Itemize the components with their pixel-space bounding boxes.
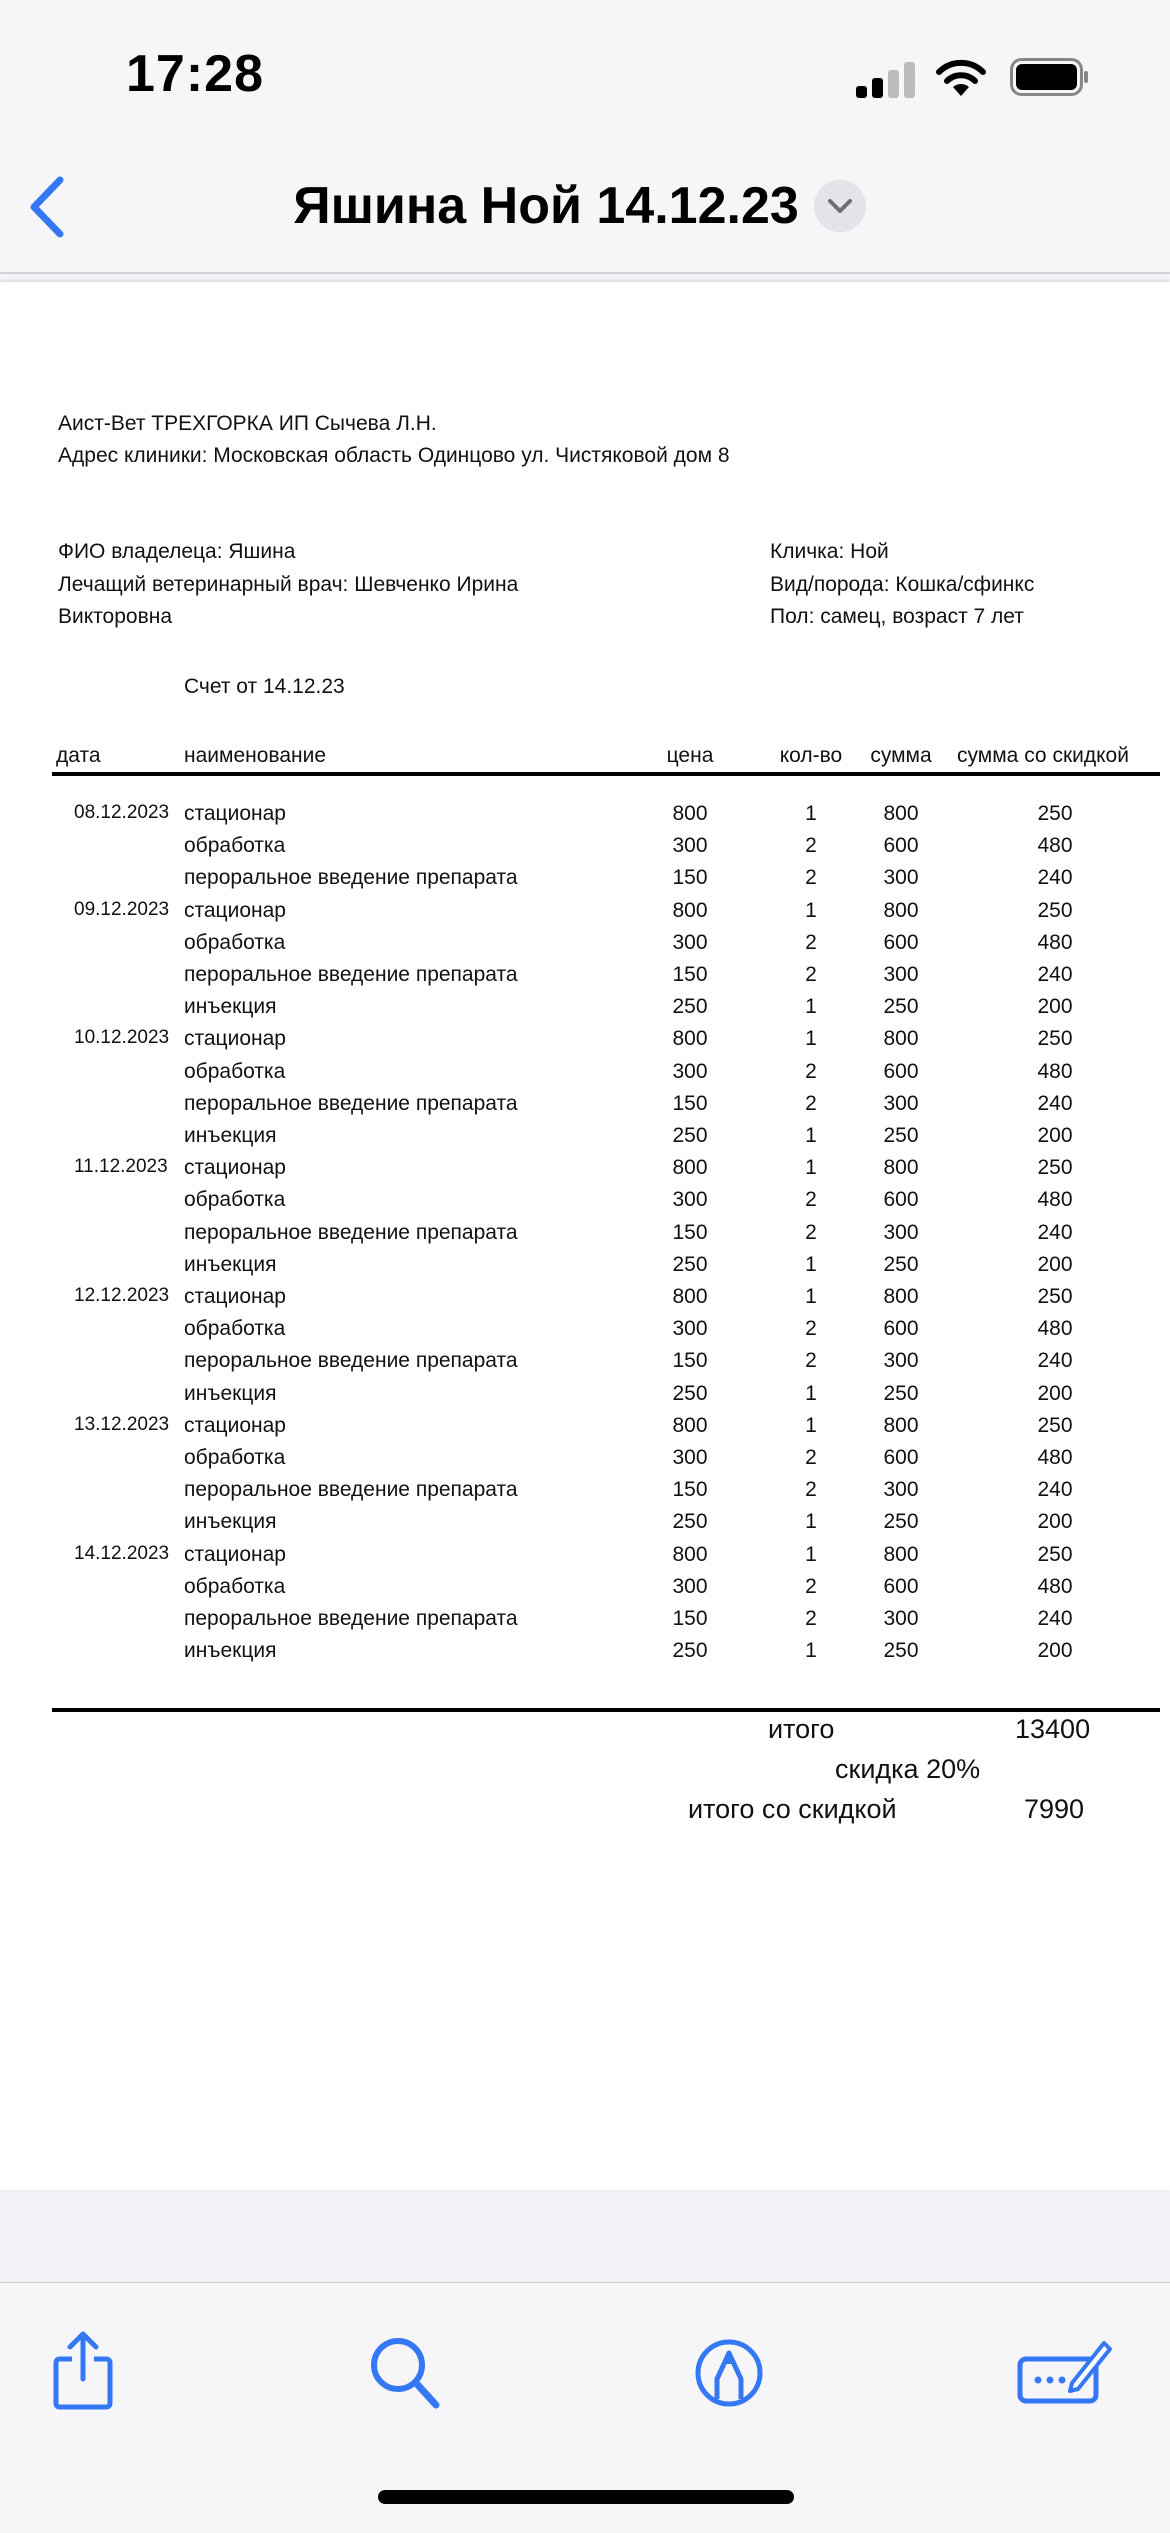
- row-price: 300: [672, 1317, 708, 1341]
- row-name: стационар: [184, 1027, 286, 1051]
- header-divider: [52, 772, 1160, 776]
- search-icon: [362, 2327, 448, 2413]
- row-qty: 2: [805, 1059, 817, 1083]
- table-row: [0, 1349, 1170, 1381]
- row-qty: 1: [805, 1639, 817, 1663]
- row-sum: 300: [883, 1478, 919, 1502]
- row-sum: 600: [883, 1317, 919, 1341]
- row-price: 150: [672, 1349, 708, 1373]
- row-price: 800: [672, 1285, 708, 1308]
- row-price: 800: [672, 1027, 708, 1051]
- row-qty: 2: [805, 1607, 817, 1630]
- discount-label: скидка 20%: [835, 1754, 981, 1784]
- share-button[interactable]: [40, 2327, 126, 2413]
- signature-button[interactable]: [1014, 2327, 1114, 2413]
- clinic-address: Адрес клиники: Московская область Одинцово ул. Чистяковой дом 8: [58, 444, 730, 467]
- row-price: 800: [672, 1156, 708, 1180]
- doctor-line-2: Викторовна: [58, 605, 173, 628]
- row-price: 150: [672, 963, 708, 986]
- row-sum: 600: [883, 1059, 919, 1083]
- row-price: 250: [672, 1124, 708, 1147]
- row-name: пероральное введение препарата: [184, 1478, 518, 1502]
- row-qty: 2: [805, 1478, 817, 1502]
- row-discounted: 250: [1037, 1413, 1073, 1437]
- row-sum: 250: [883, 1510, 919, 1534]
- row-qty: 2: [805, 1446, 817, 1469]
- header-date: дата: [56, 744, 101, 767]
- row-sum: 800: [883, 1156, 919, 1180]
- row-name: обработка: [184, 1446, 286, 1469]
- row-price: 300: [672, 834, 708, 858]
- header-price: цена: [666, 744, 714, 767]
- row-discounted: 240: [1037, 963, 1073, 986]
- row-discounted: 200: [1037, 1381, 1073, 1405]
- status-time: 17:28: [126, 45, 264, 103]
- row-sum: 300: [883, 1220, 919, 1244]
- row-price: 250: [672, 995, 708, 1019]
- table-row: [0, 1510, 1170, 1542]
- table-row: [0, 1575, 1170, 1607]
- footer-divider: [52, 1708, 1160, 1712]
- row-name: обработка: [184, 1574, 286, 1598]
- row-qty: 2: [805, 1317, 817, 1341]
- pet-name: Кличка: Ной: [770, 540, 889, 563]
- status-bar: [0, 0, 1170, 150]
- row-name: обработка: [184, 1188, 286, 1212]
- table-row: [0, 1124, 1170, 1156]
- home-indicator[interactable]: [378, 2490, 794, 2504]
- row-qty: 2: [805, 930, 817, 954]
- row-price: 250: [672, 1252, 708, 1276]
- row-discounted: 480: [1037, 834, 1073, 858]
- row-name: инъекция: [184, 1510, 277, 1534]
- row-discounted: 250: [1037, 1156, 1073, 1180]
- owner-name: ФИО владелеца: Яшина: [58, 540, 296, 563]
- pet-breed: Вид/порода: Кошка/сфинкс: [770, 573, 1035, 596]
- total-label: итого: [768, 1714, 835, 1744]
- row-sum: 800: [883, 1285, 919, 1308]
- row-qty: 1: [805, 995, 817, 1019]
- row-discounted: 250: [1037, 1285, 1073, 1308]
- header-sum: сумма: [870, 744, 932, 767]
- row-qty: 1: [805, 1285, 817, 1308]
- table-row: [0, 834, 1170, 866]
- row-name: пероральное введение препарата: [184, 1091, 518, 1115]
- row-name: пероральное введение препарата: [184, 1607, 518, 1630]
- row-discounted: 480: [1037, 930, 1073, 954]
- chevron-down-icon: [827, 197, 853, 215]
- row-name: обработка: [184, 1059, 286, 1083]
- row-name: пероральное введение препарата: [184, 1220, 518, 1244]
- row-name: обработка: [184, 1317, 286, 1341]
- row-discounted: 480: [1037, 1446, 1073, 1469]
- table-row: [0, 899, 1170, 931]
- row-price: 800: [672, 802, 708, 825]
- row-discounted: 200: [1037, 1510, 1073, 1534]
- table-row: [0, 995, 1170, 1027]
- table-row: [0, 1382, 1170, 1414]
- discounted-total-label: итого со скидкой: [688, 1794, 897, 1824]
- row-price: 150: [672, 866, 708, 890]
- row-price: 150: [672, 1607, 708, 1630]
- row-qty: 2: [805, 963, 817, 986]
- discounted-total-value: 7990: [1024, 1794, 1085, 1824]
- row-discounted: 240: [1037, 1607, 1073, 1630]
- row-price: 250: [672, 1510, 708, 1534]
- row-price: 300: [672, 1446, 708, 1469]
- title-menu-button[interactable]: [814, 180, 866, 232]
- row-qty: 2: [805, 1220, 817, 1244]
- row-qty: 1: [805, 1027, 817, 1051]
- row-sum: 250: [883, 995, 919, 1019]
- pet-sex-age: Пол: самец, возраст 7 лет: [770, 605, 1024, 628]
- row-sum: 250: [883, 1124, 919, 1147]
- clinic-name: Аист-Вет ТРЕХГОРКА ИП Сычева Л.Н.: [58, 412, 437, 435]
- row-qty: 2: [805, 1349, 817, 1373]
- row-name: пероральное введение препарата: [184, 963, 518, 986]
- row-qty: 1: [805, 1542, 817, 1566]
- row-qty: 1: [805, 1156, 817, 1180]
- row-date: 08.12.2023: [74, 802, 170, 823]
- row-name: стационар: [184, 802, 286, 825]
- table-row: [0, 931, 1170, 963]
- row-price: 250: [672, 1381, 708, 1405]
- row-date: 13.12.2023: [74, 1413, 170, 1435]
- table-row: [0, 1543, 1170, 1575]
- row-qty: 1: [805, 1510, 817, 1534]
- row-sum: 300: [883, 963, 919, 986]
- table-row: [0, 1446, 1170, 1478]
- table-row: [0, 802, 1170, 834]
- row-date: 10.12.2023: [74, 1027, 170, 1049]
- row-qty: 1: [805, 898, 817, 922]
- row-name: стационар: [184, 1413, 286, 1437]
- row-price: 800: [672, 898, 708, 922]
- row-name: инъекция: [184, 995, 277, 1019]
- row-sum: 600: [883, 1574, 919, 1598]
- row-qty: 1: [805, 1124, 817, 1147]
- row-sum: 250: [883, 1639, 919, 1663]
- row-price: 300: [672, 930, 708, 954]
- row-qty: 1: [805, 1381, 817, 1405]
- row-discounted: 240: [1037, 1091, 1073, 1115]
- total-value: 13400: [1015, 1714, 1091, 1744]
- table-row: [0, 1253, 1170, 1285]
- search-button[interactable]: [362, 2327, 448, 2413]
- row-price: 250: [672, 1639, 708, 1663]
- markup-button[interactable]: [686, 2327, 772, 2413]
- table-row: [0, 1188, 1170, 1220]
- row-name: инъекция: [184, 1124, 277, 1147]
- row-name: инъекция: [184, 1252, 277, 1276]
- header-qty: кол-во: [779, 744, 843, 767]
- row-qty: 1: [805, 1413, 817, 1437]
- markup-icon: [686, 2327, 772, 2413]
- row-discounted: 240: [1037, 866, 1073, 890]
- row-date: 14.12.2023: [74, 1542, 170, 1564]
- document-title[interactable]: Яшина Ной 14.12.23: [293, 177, 799, 235]
- row-name: инъекция: [184, 1381, 277, 1405]
- invoice-document: [0, 282, 1170, 2190]
- row-sum: 250: [883, 1381, 919, 1405]
- row-sum: 300: [883, 1091, 919, 1115]
- table-row: [0, 1060, 1170, 1092]
- row-price: 150: [672, 1091, 708, 1115]
- row-sum: 600: [883, 1188, 919, 1212]
- row-discounted: 240: [1037, 1349, 1073, 1373]
- row-name: пероральное введение препарата: [184, 1349, 518, 1373]
- row-price: 300: [672, 1188, 708, 1212]
- row-sum: 600: [883, 930, 919, 954]
- row-name: обработка: [184, 834, 286, 858]
- signature-icon: [1014, 2327, 1114, 2413]
- doctor-line-1: Лечащий ветеринарный врач: Шевченко Ирина: [58, 573, 519, 596]
- cellular-signal-icon: [856, 58, 916, 98]
- row-sum: 600: [883, 1446, 919, 1469]
- row-price: 150: [672, 1478, 708, 1502]
- table-row: [0, 1607, 1170, 1639]
- row-name: стационар: [184, 1542, 286, 1566]
- row-price: 150: [672, 1220, 708, 1244]
- row-discounted: 200: [1037, 995, 1073, 1019]
- row-discounted: 250: [1037, 802, 1073, 825]
- row-date: 12.12.2023: [74, 1285, 170, 1306]
- row-qty: 2: [805, 1091, 817, 1115]
- row-price: 300: [672, 1059, 708, 1083]
- row-discounted: 480: [1037, 1574, 1073, 1598]
- row-sum: 300: [883, 1607, 919, 1630]
- row-discounted: 480: [1037, 1059, 1073, 1083]
- table-row: [0, 1156, 1170, 1188]
- row-discounted: 250: [1037, 1542, 1073, 1566]
- row-qty: 2: [805, 1574, 817, 1598]
- row-sum: 250: [883, 1252, 919, 1276]
- table-row: [0, 1317, 1170, 1349]
- document-page[interactable]: [0, 282, 1170, 2190]
- row-sum: 300: [883, 866, 919, 890]
- row-name: стационар: [184, 1285, 286, 1308]
- row-sum: 600: [883, 834, 919, 858]
- row-discounted: 200: [1037, 1252, 1073, 1276]
- row-name: стационар: [184, 898, 286, 922]
- battery-icon: [1010, 58, 1090, 96]
- row-discounted: 240: [1037, 1220, 1073, 1244]
- row-sum: 800: [883, 1027, 919, 1051]
- table-row: [0, 1221, 1170, 1253]
- row-price: 300: [672, 1574, 708, 1598]
- row-discounted: 250: [1037, 898, 1073, 922]
- row-date: 09.12.2023: [74, 898, 170, 920]
- row-name: пероральное введение препарата: [184, 866, 518, 890]
- row-qty: 1: [805, 802, 817, 825]
- row-sum: 800: [883, 1413, 919, 1437]
- row-price: 800: [672, 1413, 708, 1437]
- table-row: [0, 963, 1170, 995]
- row-sum: 800: [883, 898, 919, 922]
- row-qty: 1: [805, 1252, 817, 1276]
- row-discounted: 240: [1037, 1478, 1073, 1502]
- share-icon: [40, 2327, 126, 2413]
- row-qty: 2: [805, 834, 817, 858]
- row-sum: 300: [883, 1349, 919, 1373]
- table-row: [0, 1478, 1170, 1510]
- row-sum: 800: [883, 1542, 919, 1566]
- header-discounted: сумма со скидкой: [957, 744, 1129, 767]
- row-name: инъекция: [184, 1639, 277, 1663]
- invoice-title: Счет от 14.12.23: [184, 675, 345, 698]
- row-sum: 800: [883, 802, 919, 825]
- row-qty: 2: [805, 866, 817, 890]
- row-date: 11.12.2023: [74, 1156, 168, 1178]
- header-name: наименование: [184, 744, 327, 767]
- row-name: обработка: [184, 930, 286, 954]
- row-name: стационар: [184, 1156, 286, 1180]
- row-discounted: 480: [1037, 1188, 1073, 1212]
- row-discounted: 200: [1037, 1639, 1073, 1663]
- row-price: 800: [672, 1542, 708, 1566]
- table-row: [0, 1639, 1170, 1671]
- wifi-icon: [934, 56, 988, 98]
- table-row: [0, 1414, 1170, 1446]
- navigation-bar: [0, 150, 1170, 274]
- table-row: [0, 1285, 1170, 1317]
- row-qty: 2: [805, 1188, 817, 1212]
- table-row: [0, 1027, 1170, 1059]
- table-row: [0, 866, 1170, 898]
- table-row: [0, 1092, 1170, 1124]
- row-discounted: 200: [1037, 1124, 1073, 1147]
- row-discounted: 480: [1037, 1317, 1073, 1341]
- row-discounted: 250: [1037, 1027, 1073, 1051]
